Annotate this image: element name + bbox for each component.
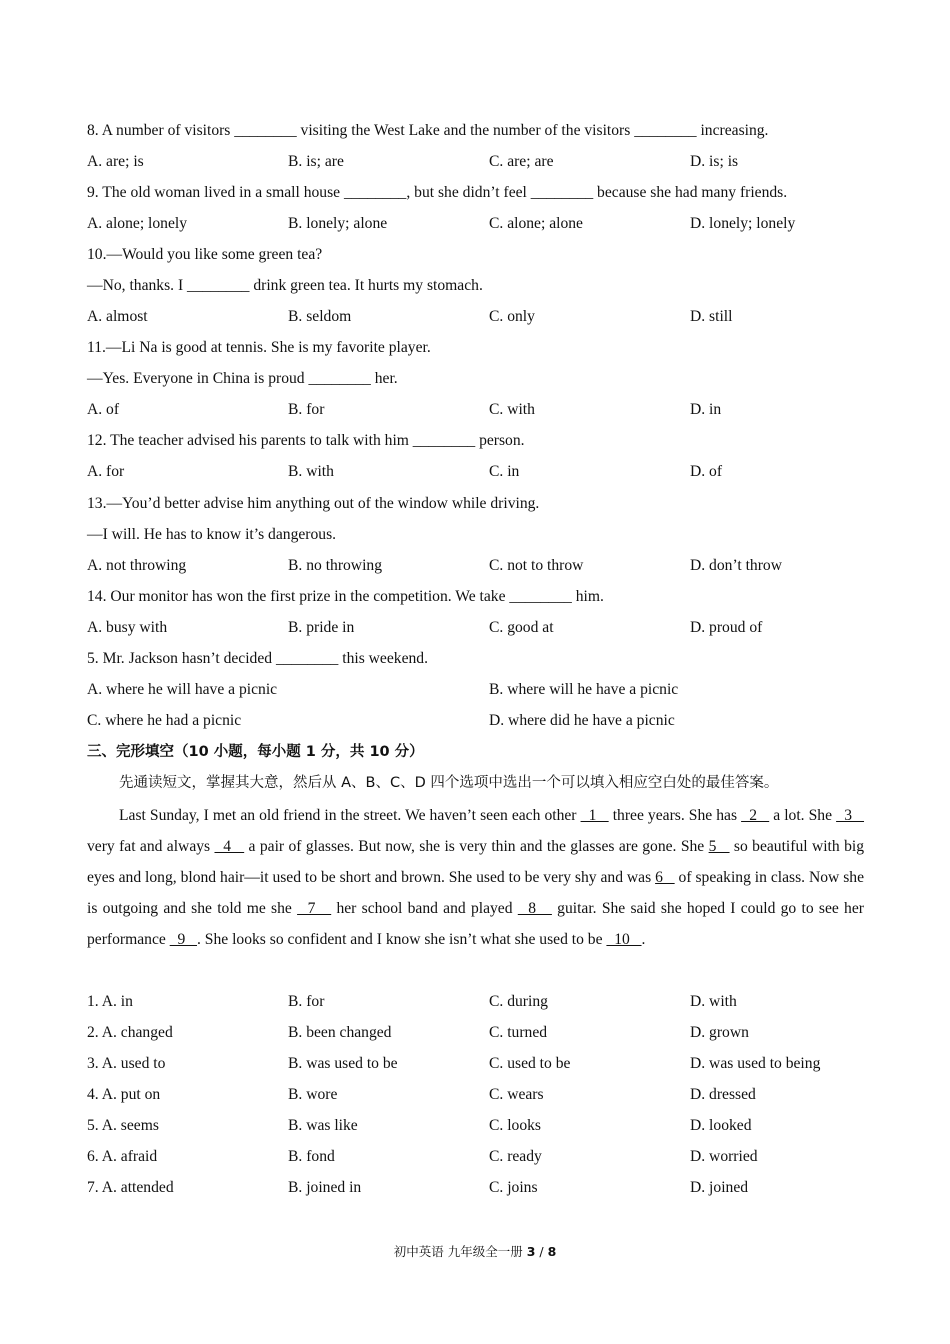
passage-text: very fat and always <box>87 838 215 855</box>
cloze-options-6 <box>87 1147 867 1167</box>
passage-text: . She looks so confident and I know she isn’t what she used to be <box>196 931 607 948</box>
blank-2: 2 <box>741 807 770 824</box>
option-a: A. of <box>87 401 120 418</box>
question-10-options <box>87 307 867 327</box>
option-c: C. good at <box>489 619 554 636</box>
option-d: D. lonely; lonely <box>690 215 796 232</box>
passage-text: a pair of glasses. But now, she is very thin and the glasses are gone. She <box>244 838 709 855</box>
option-c: C. are; are <box>489 153 554 170</box>
option-b: B. lonely; alone <box>288 215 388 232</box>
passage-text: three years. She has <box>608 807 742 824</box>
option-b: B. seldom <box>288 308 352 325</box>
blank-7: 7 <box>297 900 332 917</box>
option-b: B. wore <box>288 1086 338 1103</box>
cloze-options-1 <box>87 992 867 1012</box>
option-b: B. been changed <box>288 1024 392 1041</box>
question-9-options <box>87 214 867 234</box>
passage-text: so beautiful with big eyes and long, blond hair—it used to be short and brown. She used to be very shy and was <box>87 838 864 886</box>
question-10-stem-1: 10.—Would you like some green tea? <box>87 246 323 263</box>
option-a: A. for <box>87 463 125 480</box>
option-d: D. don’t throw <box>690 557 782 574</box>
option-d: D. where did he have a picnic <box>489 712 675 729</box>
option-a: A. busy with <box>87 619 168 636</box>
question-8-stem: 8. A number of visitors ________ visiting the West Lake and the number of the visitors ________ increasing. <box>87 122 769 139</box>
question-14-stem: 14. Our monitor has won the first prize in the competition. We take ________ him. <box>87 588 604 605</box>
option-d: D. joined <box>690 1179 749 1196</box>
option-b: B. was used to be <box>288 1055 398 1072</box>
passage-text: of speaking in class. Now she is outgoing and she told me she <box>87 869 864 917</box>
passage-text: . <box>641 931 646 948</box>
page-number: 3 <box>526 1244 536 1259</box>
question-13-stem-1: 13.—You’d better advise him anything out of the window while driving. <box>87 495 540 512</box>
option-b: B. is; are <box>288 153 344 170</box>
page-total: 8 <box>547 1244 557 1259</box>
blank-6: 6 <box>655 869 675 886</box>
page-separator: / <box>535 1244 548 1259</box>
question-15-options-row-2 <box>87 711 867 731</box>
option-a: A. not throwing <box>87 557 187 574</box>
question-11-stem-2: —Yes. Everyone in China is proud ________ her. <box>87 370 398 387</box>
option-a: A. almost <box>87 308 148 325</box>
cloze-passage <box>87 800 864 955</box>
option-d: D. grown <box>690 1024 749 1041</box>
option-a: A. where he will have a picnic <box>87 681 278 698</box>
blank-10: 10 <box>606 931 642 948</box>
option-d: D. was used to being <box>690 1055 821 1072</box>
section-3-instruction: 先通读短文，掌握其大意，然后从 A、B、C、D 四个选项中选出一个可以填入相应空白处的最佳答案。 <box>119 775 779 791</box>
option-a: 1. A. in <box>87 993 133 1010</box>
option-a: 6. A. afraid <box>87 1148 158 1165</box>
page-footer <box>0 1244 950 1260</box>
option-d: D. worried <box>690 1148 758 1165</box>
question-13-stem-2: —I will. He has to know it’s dangerous. <box>87 526 337 543</box>
question-11-options <box>87 400 867 420</box>
option-c: C. with <box>489 401 535 418</box>
question-15-options-row-1 <box>87 680 867 700</box>
option-c: C. not to throw <box>489 557 584 574</box>
blank-1: 1 <box>580 807 609 824</box>
question-10-stem-2: —No, thanks. I ________ drink green tea. It hurts my stomach. <box>87 277 483 294</box>
cloze-options-7 <box>87 1178 867 1198</box>
option-b: B. where will he have a picnic <box>489 681 679 698</box>
passage-text: her school band and played <box>331 900 518 917</box>
option-d: D. still <box>690 308 733 325</box>
option-b: B. no throwing <box>288 557 382 574</box>
option-d: D. in <box>690 401 722 418</box>
option-d: D. with <box>690 993 737 1010</box>
blank-4: 4 <box>214 838 245 855</box>
option-c: C. ready <box>489 1148 542 1165</box>
option-b: B. joined in <box>288 1179 362 1196</box>
question-13-options <box>87 556 867 576</box>
cloze-options-4 <box>87 1085 867 1105</box>
option-a: A. alone; lonely <box>87 215 188 232</box>
blank-8: 8 <box>517 900 552 917</box>
option-a: 3. A. used to <box>87 1055 166 1072</box>
option-b: B. was like <box>288 1117 358 1134</box>
option-d: D. proud of <box>690 619 763 636</box>
option-c: C. joins <box>489 1179 538 1196</box>
blank-9: 9 <box>169 931 197 948</box>
option-b: B. pride in <box>288 619 355 636</box>
option-b: B. fond <box>288 1148 335 1165</box>
question-11-stem-1: 11.—Li Na is good at tennis. She is my favorite player. <box>87 339 431 356</box>
footer-label: 初中英语 九年级全一册 <box>393 1244 527 1259</box>
option-a: 4. A. put on <box>87 1086 161 1103</box>
blank-5: 5 <box>708 838 730 855</box>
option-c: C. where he had a picnic <box>87 712 242 729</box>
option-b: B. for <box>288 401 325 418</box>
option-d: D. of <box>690 463 723 480</box>
question-12-stem: 12. The teacher advised his parents to talk with him ________ person. <box>87 432 525 449</box>
option-c: C. alone; alone <box>489 215 583 232</box>
option-c: C. in <box>489 463 520 480</box>
passage-text: a lot. She <box>769 807 837 824</box>
option-d: D. is; is <box>690 153 739 170</box>
section-3-title: 三、完形填空（10 小题，每小题 1 分，共 10 分） <box>87 744 424 760</box>
option-d: D. dressed <box>690 1086 756 1103</box>
passage-text: guitar. She said she hoped I could go to see her performance <box>87 900 864 948</box>
question-8-options <box>87 152 867 172</box>
option-a: 7. A. attended <box>87 1179 174 1196</box>
cloze-options-2 <box>87 1023 867 1043</box>
passage-text: Last Sunday, I met an old friend in the street. We haven’t seen each other <box>119 807 581 824</box>
option-b: B. for <box>288 993 325 1010</box>
option-c: C. used to be <box>489 1055 571 1072</box>
option-a: A. are; is <box>87 153 144 170</box>
question-14-options <box>87 618 867 638</box>
question-9-stem: 9. The old woman lived in a small house ________, but she didn’t feel ________ because she had many friends. <box>87 184 788 201</box>
cloze-options-5 <box>87 1116 867 1136</box>
option-a: 2. A. changed <box>87 1024 173 1041</box>
option-c: C. only <box>489 308 535 325</box>
option-c: C. wears <box>489 1086 544 1103</box>
question-12-options <box>87 462 867 482</box>
option-c: C. during <box>489 993 548 1010</box>
option-a: 5. A. seems <box>87 1117 159 1134</box>
option-d: D. looked <box>690 1117 752 1134</box>
option-c: C. looks <box>489 1117 541 1134</box>
option-b: B. with <box>288 463 334 480</box>
option-c: C. turned <box>489 1024 548 1041</box>
cloze-options-3 <box>87 1054 867 1074</box>
blank-3: 3 <box>836 807 865 824</box>
question-15-stem: 5. Mr. Jackson hasn’t decided ________ this weekend. <box>87 650 428 667</box>
